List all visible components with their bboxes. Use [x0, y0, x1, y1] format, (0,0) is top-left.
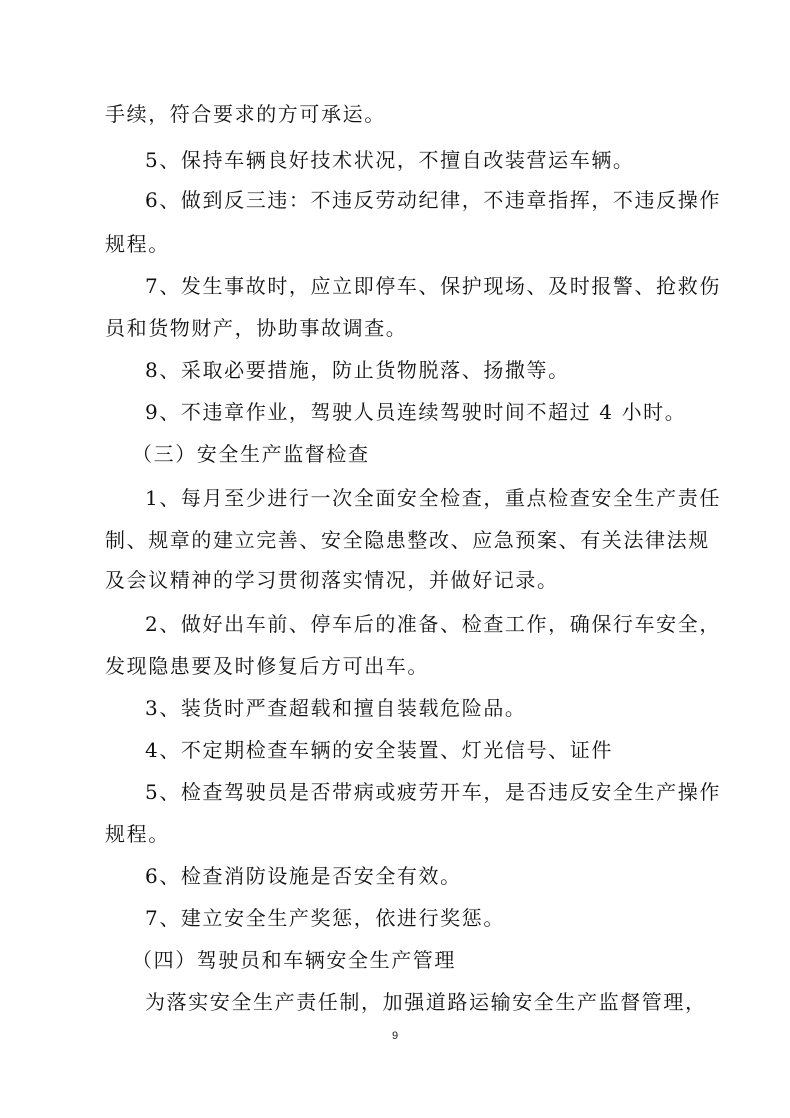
section-heading: （三）安全生产监督检查	[132, 442, 370, 466]
text-line: 1、每月至少进行一次全面安全检查，重点检查安全生产责任	[145, 486, 721, 510]
text-line: 规程。	[105, 822, 170, 846]
text-line: 2、做好出车前、停车后的准备、检查工作，确保行车安全，	[145, 612, 721, 636]
text-line: 7、建立安全生产奖惩，依进行奖惩。	[145, 906, 505, 930]
text-line: 3、装货时严查超载和擅自装载危险品。	[145, 696, 527, 720]
text-line: 员和货物财产，协助事故调查。	[105, 316, 408, 340]
text-line: 6、检查消防设施是否安全有效。	[145, 864, 462, 888]
section-heading: （四）驾驶员和车辆安全生产管理	[132, 948, 456, 972]
text-line: 8、采取必要措施，防止货物脱落、扬撒等。	[145, 358, 570, 382]
text-line: 规程。	[105, 232, 170, 256]
text-line: 手续，符合要求的方可承运。	[105, 102, 386, 126]
text-line: 为落实安全生产责任制，加强道路运输安全生产监督管理，	[145, 990, 707, 1014]
text-line: 9、不违章作业，驾驶人员连续驾驶时间不超过 4 小时。	[145, 400, 687, 424]
text-line: 制、规章的建立完善、安全隐患整改、应急预案、有关法律法规	[105, 528, 710, 552]
text-line: 5、检查驾驶员是否带病或疲劳开车，是否违反安全生产操作	[145, 780, 721, 804]
text-line: 发现隐患要及时修复后方可出车。	[105, 654, 429, 678]
text-line: 4、不定期检查车辆的安全装置、灯光信号、证件	[145, 738, 613, 762]
text-line: 6、做到反三违：不违反劳动纪律，不违章指挥，不违反操作	[145, 188, 721, 212]
text-line: 7、发生事故时，应立即停车、保护现场、及时报警、抢救伤	[145, 274, 721, 298]
page-number: 9	[391, 1030, 399, 1042]
text-line: 及会议精神的学习贯彻落实情况，并做好记录。	[105, 568, 559, 592]
text-line: 5、保持车辆良好技术状况，不擅自改装营运车辆。	[145, 148, 635, 172]
